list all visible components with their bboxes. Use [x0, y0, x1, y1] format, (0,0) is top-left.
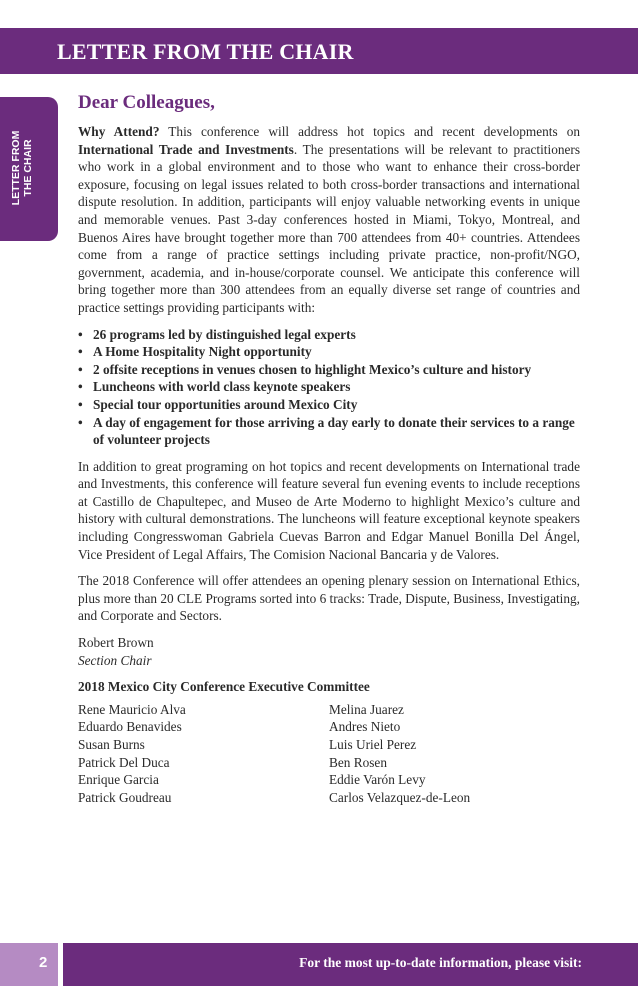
bullet-icon: •	[78, 344, 83, 360]
committee-member: Andres Nieto	[329, 719, 401, 735]
benefits-list	[78, 326, 580, 449]
intro-lead: Why Attend?	[78, 124, 160, 139]
side-tab-label	[10, 108, 34, 228]
signature-name: Robert Brown	[78, 635, 154, 651]
list-item	[78, 361, 580, 379]
signature-title: Section Chair	[78, 652, 152, 668]
committee-member: Rene Mauricio Alva	[78, 701, 186, 717]
committee-member: Melina Juarez	[329, 701, 404, 717]
intro-text-2: . The presentations will be relevant to practitioners who work in a global environment and to those who want to enhance their cross-border exposure, focusing on legal issues related to both cross-border transactions and international dispute resolution. In addition, participants will enjoy valuable networking events in unique and memorable venues. Past 3-day conferences hosted in Miami, Tokyo, Montreal, and Buenos Aires have brought together more than 700 attendees from 40+ countries. Attendees come from a range of practice settings including private practice, non-profit/NGO, government, academia, and in-house/corporate counsel. We anticipate this conference will bring together more than 300 attendees from an equally diverse set range of countries and practice settings providing participants with:	[78, 141, 581, 315]
committee-member: Luis Uriel Perez	[329, 737, 417, 752]
committee-member: Eduardo Benavides	[78, 719, 182, 735]
committee-column-left	[78, 701, 329, 807]
bullet-icon: •	[78, 396, 83, 412]
committee-member: Patrick Goudreau	[78, 789, 172, 805]
bullet-icon: •	[78, 361, 83, 377]
paragraph-events: In addition to great programing on hot topics and recent developments on International trade and Investments, this conference will feature several fun evening events to include receptions at Castillo de Chapultepec, and Museo de Arte Moderno to highlight Mexico’s culture and history with cultural demonstrations. The luncheons will feature exceptional keynote speakers including Congresswoman Gabriela Cuevas Barron and Edgar Manuel Bonilla Del Ángel, Vice President of Legal Affairs, The Comision Nacional Bancaria y de Valores.	[78, 458, 580, 562]
list-item	[78, 343, 580, 361]
list-item-text: A Home Hospitality Night opportunity	[93, 344, 312, 360]
list-item	[78, 414, 580, 449]
paragraph-ethics: The 2018 Conference will offer attendees an opening plenary session on International Ethics, plus more than 20 CLE Programs sorted into 6 tracks: Trade, Dispute, Business, Investigating, and Corporate and Sectors.	[78, 573, 580, 624]
side-tab-line-1: LETTER FROM	[10, 130, 22, 206]
committee-member: Eddie Varón Levy	[329, 772, 426, 788]
bullet-icon: •	[78, 379, 83, 395]
list-item	[78, 378, 580, 396]
list-item-text: A day of engagement for those arriving a day early to donate their services to a range of volunteer projects	[93, 414, 575, 448]
committee-heading: 2018 Mexico City Conference Executive Committee	[78, 679, 370, 695]
greeting: Dear Colleagues,	[78, 92, 215, 113]
side-tab-line-2: THE CHAIR	[22, 139, 34, 197]
committee-column-right	[329, 701, 580, 807]
bullet-icon: •	[78, 414, 83, 430]
list-item	[78, 396, 580, 414]
bullet-icon: •	[78, 326, 83, 342]
intro-text-1: This conference will address hot topics and recent developments on	[159, 124, 581, 139]
footer-page-tab	[0, 943, 58, 986]
committee-member: Carlos Velazquez-de-Leon	[329, 789, 471, 805]
page-title: LETTER FROM THE CHAIR	[57, 39, 354, 64]
footer-text: For the most up-to-date information, please visit:	[299, 955, 582, 970]
letter-body	[78, 92, 580, 806]
list-item-text: Luncheons with world class keynote speakers	[93, 379, 351, 395]
intro-bold: International Trade and Investments	[78, 141, 294, 157]
committee-member: Ben Rosen	[329, 754, 387, 770]
list-item-text: 26 programs led by distinguished legal experts	[93, 326, 356, 342]
committee-member: Enrique Garcia	[78, 772, 159, 788]
intro-paragraph	[78, 123, 580, 317]
committee-list	[78, 701, 580, 807]
list-item-text: Special tour opportunities around Mexico City	[93, 396, 358, 412]
page-number: 2	[39, 954, 48, 971]
committee-member: Susan Burns	[78, 737, 145, 752]
list-item-text: 2 offsite receptions in venues chosen to highlight Mexico’s culture and history	[93, 361, 532, 377]
committee-member: Patrick Del Duca	[78, 754, 170, 770]
list-item	[78, 326, 580, 344]
